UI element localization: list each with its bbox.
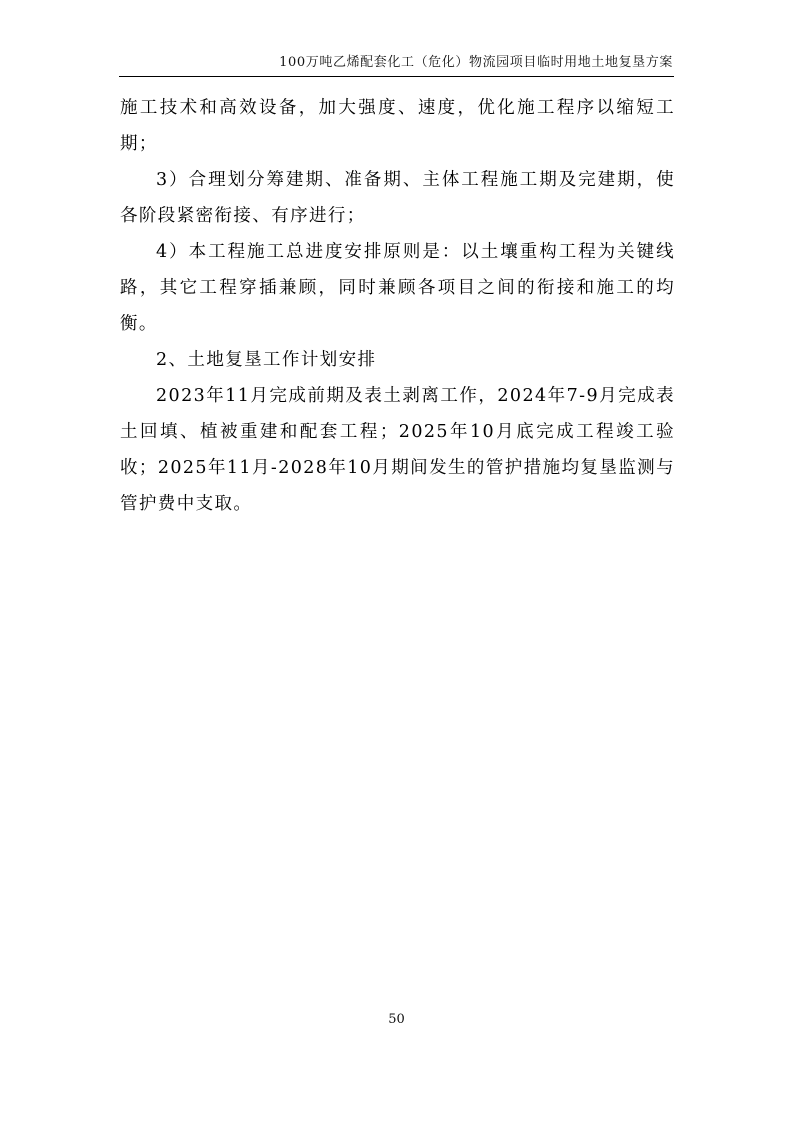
header-divider xyxy=(119,76,674,77)
paragraph-construction-tech: 施工技术和高效设备，加大强度、速度，优化施工程序以缩短工期； xyxy=(120,98,675,154)
section-heading-reclamation-plan: 2、土地复垦工作计划安排 xyxy=(156,350,377,370)
paragraph-phase-division: 3）合理划分筹建期、准备期、主体工程施工期及完建期，使各阶段紧密衔接、有序进行； xyxy=(120,170,675,226)
running-header: 100万吨乙烯配套化工（危化）物流园项目临时用地土地复垦方案 xyxy=(279,55,673,70)
page-number: 50 xyxy=(388,1012,405,1027)
paragraph-reclamation-timeline: 2023年11月完成前期及表土剥离工作，2024年7-9月完成表土回填、植被重建和配套工程；2025年10月底完成工程竣工验收；2025年11月-2028年10月期间发生的管护措施均复垦监测与管护费中支取。 xyxy=(120,386,675,514)
paragraph-schedule-principle: 4）本工程施工总进度安排原则是：以土壤重构工程为关键线路，其它工程穿插兼顾，同时兼顾各项目之间的衔接和施工的均衡。 xyxy=(120,242,675,334)
document-body xyxy=(120,90,675,522)
